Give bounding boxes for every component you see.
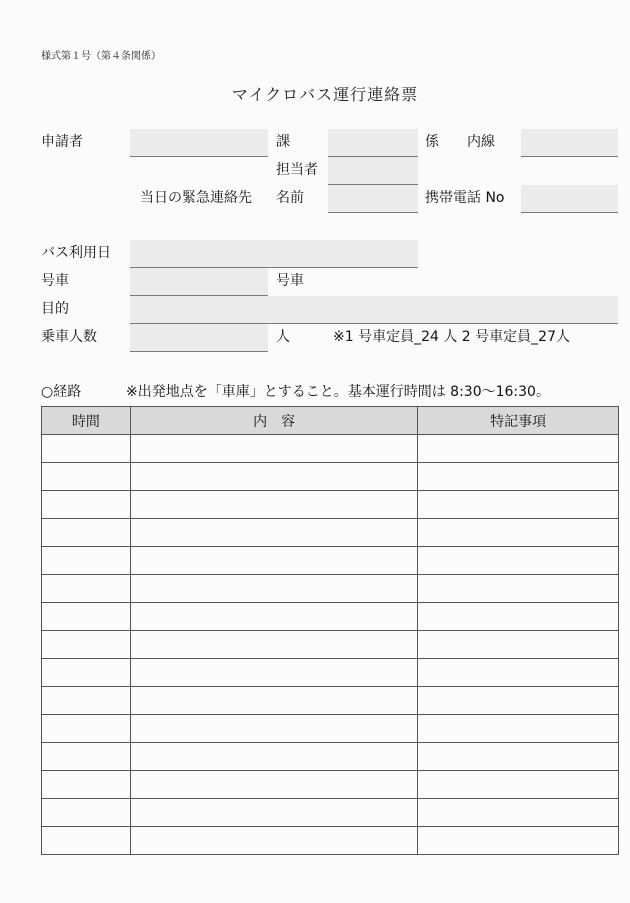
content-cell[interactable] bbox=[130, 463, 417, 491]
passengers-field[interactable] bbox=[130, 324, 268, 352]
table-row bbox=[42, 547, 619, 575]
remarks-cell[interactable] bbox=[418, 827, 619, 855]
remarks-cell[interactable] bbox=[418, 743, 619, 771]
time-cell[interactable] bbox=[42, 435, 131, 463]
column-header-time: 時間 bbox=[42, 407, 131, 435]
content-cell[interactable] bbox=[130, 827, 417, 855]
page-title: マイクロバス運行連絡票 bbox=[231, 85, 419, 104]
table-row bbox=[42, 603, 619, 631]
passengers-label: 乗車人数 bbox=[41, 329, 97, 345]
name-field[interactable] bbox=[328, 185, 418, 213]
passengers-suffix: 人 bbox=[276, 329, 290, 345]
table-row bbox=[42, 827, 619, 855]
route-note: ※出発地点を「車庫」とすること。基本運行時間は 8:30～16:30。 bbox=[126, 384, 550, 400]
purpose-field[interactable] bbox=[130, 296, 618, 324]
content-cell[interactable] bbox=[130, 575, 417, 603]
section-label: 課 bbox=[276, 134, 290, 150]
mobile-field[interactable] bbox=[521, 185, 618, 213]
capacity-note: ※1 号車定員_24 人 2 号車定員_27人 bbox=[333, 329, 570, 345]
table-header-row bbox=[42, 407, 619, 435]
bus-date-label: バス利用日 bbox=[41, 245, 111, 261]
content-cell[interactable] bbox=[130, 603, 417, 631]
table-row bbox=[42, 715, 619, 743]
table-row bbox=[42, 435, 619, 463]
applicant-field[interactable] bbox=[130, 129, 268, 157]
remarks-cell[interactable] bbox=[418, 687, 619, 715]
remarks-cell[interactable] bbox=[418, 603, 619, 631]
time-cell[interactable] bbox=[42, 715, 131, 743]
remarks-cell[interactable] bbox=[418, 463, 619, 491]
route-table bbox=[41, 406, 619, 855]
table-row bbox=[42, 659, 619, 687]
table-row bbox=[42, 519, 619, 547]
remarks-cell[interactable] bbox=[418, 771, 619, 799]
content-cell[interactable] bbox=[130, 519, 417, 547]
car-number-field[interactable] bbox=[130, 268, 268, 296]
table-row bbox=[42, 631, 619, 659]
table-row bbox=[42, 743, 619, 771]
remarks-cell[interactable] bbox=[418, 715, 619, 743]
remarks-cell[interactable] bbox=[418, 547, 619, 575]
time-cell[interactable] bbox=[42, 743, 131, 771]
time-cell[interactable] bbox=[42, 827, 131, 855]
table-row bbox=[42, 491, 619, 519]
table-row bbox=[42, 687, 619, 715]
content-cell[interactable] bbox=[130, 631, 417, 659]
name-label: 名前 bbox=[276, 190, 304, 206]
person-in-charge-label: 担当者 bbox=[276, 162, 318, 178]
mobile-label: 携帯電話 No bbox=[425, 190, 505, 206]
time-cell[interactable] bbox=[42, 463, 131, 491]
remarks-cell[interactable] bbox=[418, 575, 619, 603]
content-cell[interactable] bbox=[130, 687, 417, 715]
remarks-cell[interactable] bbox=[418, 491, 619, 519]
car-number-label: 号車 bbox=[41, 273, 69, 289]
content-cell[interactable] bbox=[130, 435, 417, 463]
content-cell[interactable] bbox=[130, 771, 417, 799]
extension-label: 内線 bbox=[467, 134, 495, 150]
table-row bbox=[42, 771, 619, 799]
column-header-content: 内 容 bbox=[130, 407, 417, 435]
time-cell[interactable] bbox=[42, 519, 131, 547]
content-cell[interactable] bbox=[130, 547, 417, 575]
person-in-charge-field[interactable] bbox=[328, 157, 418, 185]
time-cell[interactable] bbox=[42, 575, 131, 603]
time-cell[interactable] bbox=[42, 491, 131, 519]
content-cell[interactable] bbox=[130, 743, 417, 771]
content-cell[interactable] bbox=[130, 715, 417, 743]
remarks-cell[interactable] bbox=[418, 435, 619, 463]
purpose-label: 目的 bbox=[41, 301, 69, 317]
table-row bbox=[42, 463, 619, 491]
content-cell[interactable] bbox=[130, 491, 417, 519]
emergency-contact-label: 当日の緊急連絡先 bbox=[140, 190, 252, 206]
section-field[interactable] bbox=[328, 129, 418, 157]
time-cell[interactable] bbox=[42, 603, 131, 631]
table-row bbox=[42, 799, 619, 827]
form-number: 様式第１号（第４条関係） bbox=[41, 51, 161, 62]
time-cell[interactable] bbox=[42, 631, 131, 659]
time-cell[interactable] bbox=[42, 659, 131, 687]
extension-field[interactable] bbox=[521, 129, 618, 157]
remarks-cell[interactable] bbox=[418, 799, 619, 827]
remarks-cell[interactable] bbox=[418, 631, 619, 659]
route-heading: ○経路 bbox=[41, 384, 82, 400]
bus-date-field[interactable] bbox=[130, 240, 418, 268]
content-cell[interactable] bbox=[130, 799, 417, 827]
table-row bbox=[42, 575, 619, 603]
time-cell[interactable] bbox=[42, 799, 131, 827]
content-cell[interactable] bbox=[130, 659, 417, 687]
applicant-label: 申請者 bbox=[41, 134, 83, 150]
time-cell[interactable] bbox=[42, 771, 131, 799]
unit-label: 係 bbox=[425, 134, 439, 150]
remarks-cell[interactable] bbox=[418, 519, 619, 547]
car-number-suffix: 号車 bbox=[276, 273, 304, 289]
column-header-remarks: 特記事項 bbox=[418, 407, 619, 435]
remarks-cell[interactable] bbox=[418, 659, 619, 687]
time-cell[interactable] bbox=[42, 547, 131, 575]
time-cell[interactable] bbox=[42, 687, 131, 715]
